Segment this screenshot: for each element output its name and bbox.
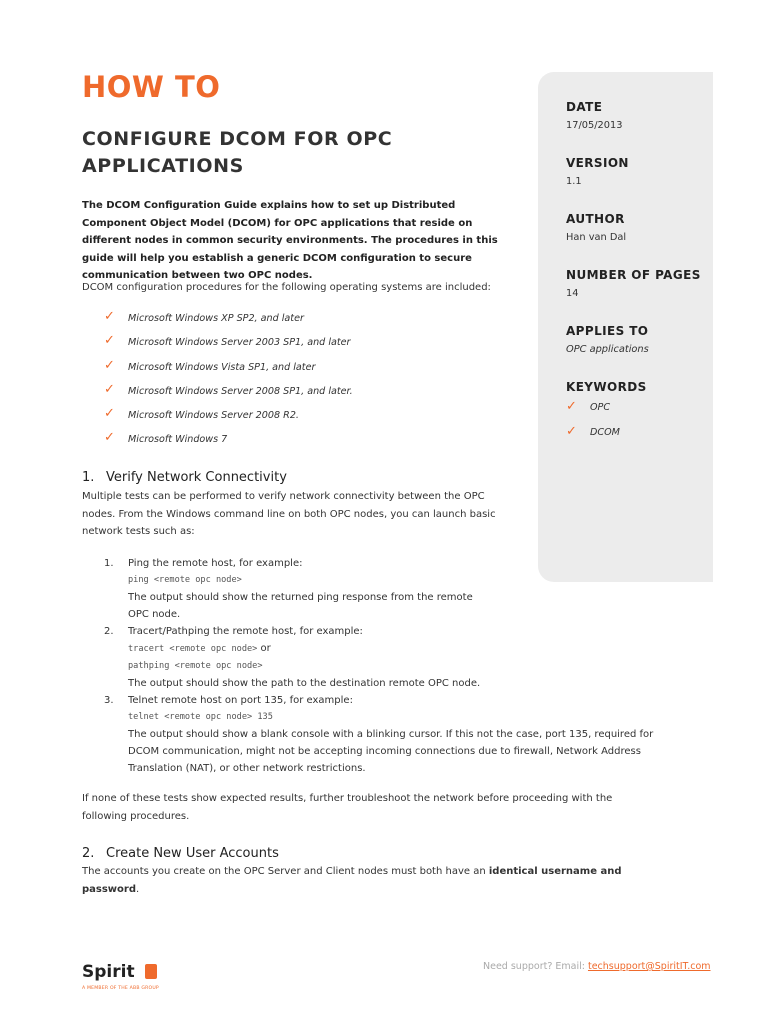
code-snippet: pathping <remote opc node> — [128, 661, 263, 671]
support-email-link[interactable]: techsupport@SpiritIT.com — [587, 961, 711, 972]
meta-label: KEYWORDS — [566, 380, 647, 394]
checkmark-icon: ✓ — [104, 430, 115, 446]
step-text: Telnet remote host on port 135, for example: — [128, 695, 353, 706]
section-title: Create New User Accounts — [106, 846, 279, 861]
section-1-heading — [82, 470, 287, 485]
os-item-label: Microsoft Windows Server 2008 R2. — [128, 410, 299, 422]
step-number: 2. — [104, 626, 114, 637]
logo-mark-icon — [145, 964, 157, 979]
body-text: . — [136, 883, 140, 895]
os-item-label: Microsoft Windows XP SP2, and later — [128, 313, 304, 324]
list-item — [104, 407, 353, 431]
list-item — [104, 334, 353, 358]
meta-label: VERSION — [566, 156, 629, 170]
os-item-label: Microsoft Windows Vista SP1, and later — [128, 361, 316, 373]
body-text: The accounts you create on the OPC Server and Client nodes must both have an — [82, 866, 489, 877]
section-2-heading — [82, 846, 279, 861]
step-output: The output should show the returned ping response from the remote OPC node. — [128, 592, 473, 620]
os-item-label: Microsoft Windows Server 2008 SP1, and later. — [128, 385, 353, 397]
section-title: Verify Network Connectivity — [106, 470, 287, 485]
body-emphasis: identical username and password — [82, 866, 622, 895]
company-logo — [82, 962, 172, 992]
meta-value: 14 — [566, 288, 579, 299]
section-1-closing: If none of these tests show expected results, further troubleshoot the network before proceeding with the following procedures. — [82, 793, 613, 822]
checkmark-icon: ✓ — [104, 309, 115, 324]
list-item — [104, 431, 353, 455]
keyword-label: OPC — [590, 402, 611, 413]
os-list-lead: DCOM configuration procedures for the following operating systems are included: — [82, 282, 491, 293]
step-output: The output should show a blank console with a blinking cursor. If this not the case, port 135, required for DCOM communication, might not be accepting incoming connections due to firewall, Network Address Translation (NAT), or other network restrictions. — [128, 729, 654, 774]
step-number: 1. — [104, 558, 114, 569]
meta-label: DATE — [566, 100, 603, 114]
os-item-label: Microsoft Windows 7 — [128, 434, 228, 446]
step-output: The output should show the path to the destination remote OPC node. — [128, 678, 481, 689]
step-text: Tracert/Pathping the remote host, for example: — [128, 626, 363, 637]
meta-author — [566, 212, 626, 243]
intro-paragraph: The DCOM Configuration Guide explains how to set up Distributed Component Object Model (DCOM) for OPC applications that reside on different nodes in common security environments. The procedures in this guide will help you establish a generic DCOM configuration to secure communication between two OPC nodes. — [82, 200, 498, 281]
meta-value: 1.1 — [566, 176, 582, 187]
code-snippet: ping <remote opc node> — [128, 575, 242, 585]
os-item-label: Microsoft Windows Server 2003 SP1, and later — [128, 337, 351, 349]
step-number: 3. — [104, 695, 114, 706]
list-item — [566, 425, 647, 450]
page-kicker: HOW TO — [82, 70, 221, 104]
meta-value: OPC applications — [566, 344, 649, 355]
checkmark-icon: ✓ — [104, 381, 115, 397]
list-item — [104, 383, 353, 407]
section-number: 1. — [82, 470, 95, 485]
meta-date — [566, 100, 622, 131]
section-number: 2. — [82, 846, 95, 861]
checkmark-icon: ✓ — [104, 406, 115, 422]
document-title: CONFIGURE DCOM FOR OPC APPLICATIONS — [82, 128, 393, 177]
meta-version — [566, 156, 629, 187]
meta-value: Han van Dal — [566, 232, 627, 243]
meta-label: APPLIES TO — [566, 324, 649, 338]
checkmark-icon: ✓ — [566, 424, 577, 439]
checkmark-icon: ✓ — [104, 357, 115, 373]
list-item — [566, 400, 647, 425]
step-item — [104, 692, 684, 777]
section-1-body: Multiple tests can be performed to verify network connectivity between the OPC nodes. From the Windows command line on both OPC nodes, you can launch basic network tests such as: — [82, 491, 496, 537]
keyword-label: DCOM — [590, 427, 620, 438]
checkmark-icon: ✓ — [104, 333, 115, 349]
keyword-list — [566, 400, 647, 450]
section-2-body — [82, 863, 682, 898]
step-text: Ping the remote host, for example: — [128, 558, 303, 569]
meta-value: 17/05/2013 — [566, 120, 623, 131]
step-conjunction: or — [257, 643, 271, 654]
logo-wordmark: Spirit — [82, 962, 135, 982]
test-steps — [104, 555, 684, 777]
list-item — [104, 310, 353, 334]
meta-label: NUMBER OF PAGES — [566, 268, 701, 282]
meta-applies-to — [566, 324, 649, 355]
checkmark-icon: ✓ — [566, 399, 577, 414]
code-snippet: tracert <remote opc node> — [128, 644, 258, 654]
os-checklist — [104, 310, 353, 456]
meta-pages — [566, 268, 701, 299]
meta-keywords — [566, 380, 647, 450]
list-item — [104, 359, 353, 383]
step-item — [104, 623, 684, 692]
meta-label: AUTHOR — [566, 212, 625, 226]
code-snippet: telnet <remote opc node> 135 — [128, 712, 273, 722]
logo-tagline: A MEMBER OF THE ABB GROUP — [82, 986, 159, 991]
support-label: Need support? Email: — [483, 961, 588, 972]
support-contact — [483, 961, 711, 972]
